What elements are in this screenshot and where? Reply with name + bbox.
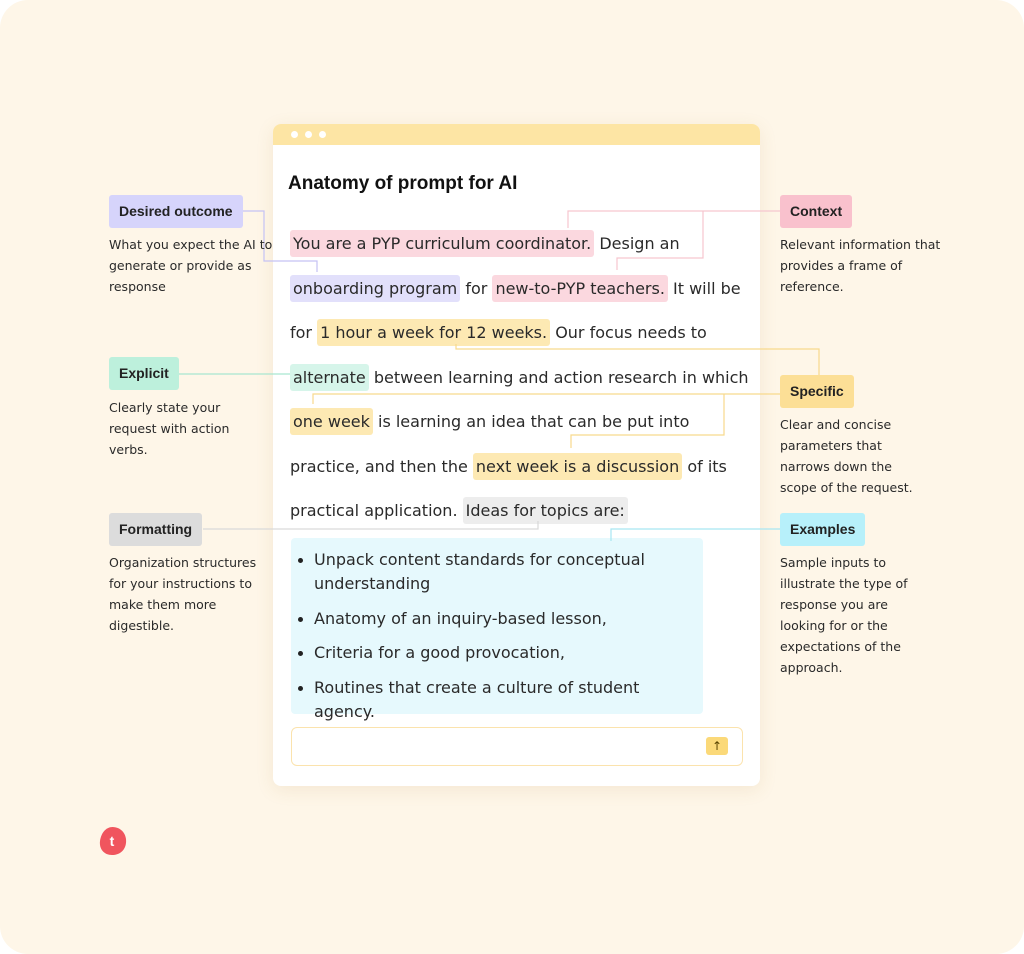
desc-formatting: Organization structures for your instructions to make them more digestible. [109, 555, 257, 633]
label-formatting: Formatting [109, 513, 202, 546]
highlight-context-role: You are a PYP curriculum coordinator. [290, 230, 594, 257]
prompt-text: It will be for [290, 278, 741, 342]
prompt-paragraph [290, 222, 750, 534]
logo-letter: t [109, 833, 115, 849]
window-dot-icon [291, 131, 298, 138]
window-dot-icon [319, 131, 326, 138]
send-arrow-icon[interactable]: ↑ [706, 737, 728, 755]
prompt-text: Design an [594, 234, 680, 253]
highlight-context-audience: new-to-PYP teachers. [492, 275, 667, 302]
prompt-text: between learning and action research in which [368, 367, 749, 387]
highlight-specific-next-week: next week is a discussion [473, 453, 682, 480]
highlight-desired-outcome: onboarding program [290, 275, 460, 302]
window-dot-icon [305, 131, 312, 138]
prompt-text: for [460, 278, 493, 298]
window-titlebar [273, 124, 760, 145]
label-desired-outcome: Desired outcome [109, 195, 243, 228]
document-title: Anatomy of prompt for AI [288, 173, 518, 194]
desc-examples: Sample inputs to illustrate the type of response you are looking for or the expectations of the approach. [780, 555, 908, 675]
list-item: Routines that create a culture of student agency. [314, 676, 703, 724]
examples-list [291, 538, 703, 724]
desc-desired-outcome: What you expect the AI to generate or provide as response [109, 237, 273, 294]
desc-context: Relevant information that provides a frame of reference. [780, 237, 941, 294]
examples-box [291, 538, 703, 721]
desc-specific: Clear and concise parameters that narrows down the scope of the request. [780, 417, 913, 495]
desc-explicit: Clearly state your request with action verbs. [109, 400, 230, 457]
prompt-input[interactable] [291, 727, 743, 766]
list-item: Anatomy of an inquiry-based lesson, [314, 607, 703, 631]
label-context: Context [780, 195, 852, 228]
list-item: Criteria for a good provocation, [314, 641, 703, 665]
label-examples: Examples [780, 513, 865, 546]
prompt-window [273, 124, 760, 786]
highlight-formatting: Ideas for topics are: [463, 497, 628, 524]
list-item: Unpack content standards for conceptual understanding [314, 548, 703, 596]
highlight-explicit-verb: alternate [290, 364, 369, 391]
prompt-text: is learning an idea that can be put into practice, and then the [290, 412, 690, 476]
label-explicit: Explicit [109, 357, 179, 390]
highlight-specific-duration: 1 hour a week for 12 weeks. [317, 319, 550, 346]
highlight-specific-one-week: one week [290, 408, 373, 435]
label-specific: Specific [780, 375, 854, 408]
prompt-text: Our focus needs to [550, 323, 707, 342]
prompt-text: of its practical application. [290, 456, 727, 520]
brand-logo-icon [97, 825, 128, 857]
